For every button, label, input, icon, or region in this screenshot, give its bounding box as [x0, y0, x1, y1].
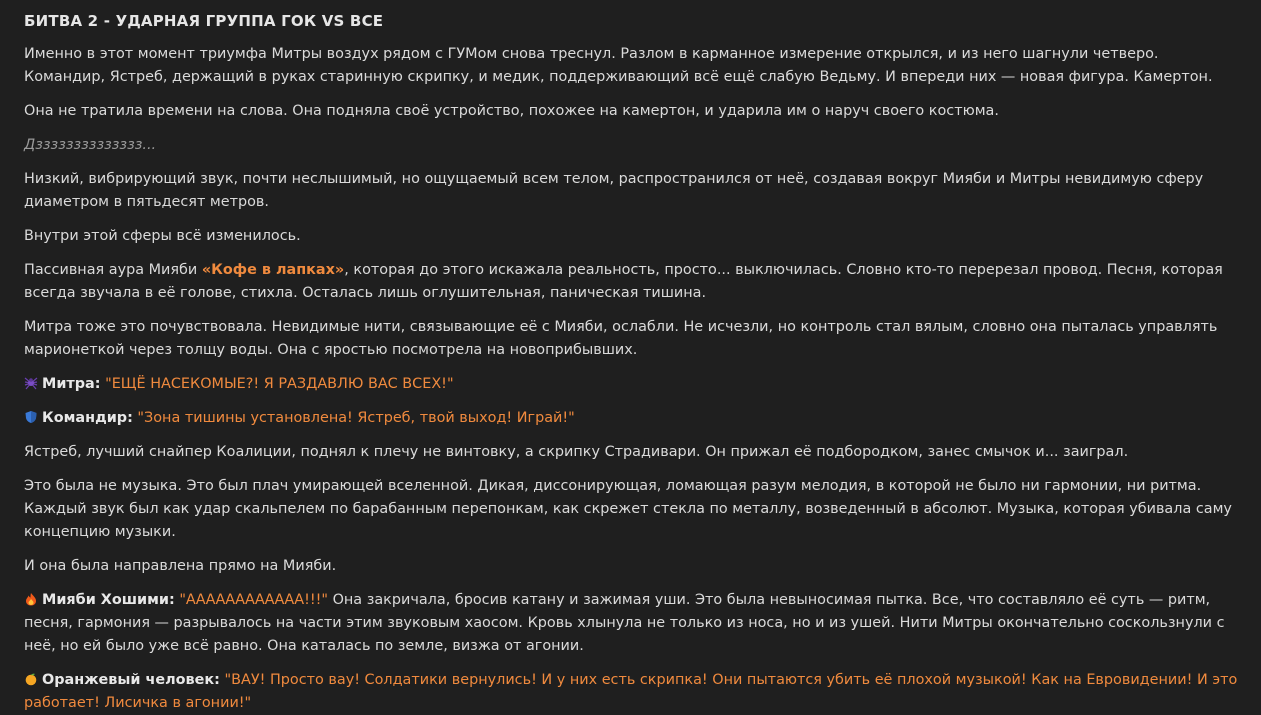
speaker-name: Мияби Хошими: [42, 592, 175, 608]
paragraph-mitra-feels: Митра тоже это почувствовала. Невидимые нити, связывающие её с Мияби, ослабли. Не исчезли, но контроль стал вялым, словно она пыталась управлять марионеткой через толщу воды. Она с яростью посмотрела на новоприбывших. [24, 319, 1218, 358]
fire-icon [24, 592, 38, 606]
speaker-name: Митра: [42, 376, 101, 392]
chapter-title: БИТВА 2 - УДАРНАЯ ГРУППА ГОК VS ВСЕ [24, 12, 384, 30]
aura-text-after: , которая до этого искажала реальность, просто... выключилась. Словно кто-то перерезал провод. Песня, которая всегда звучала в её голове, стихла. Осталась лишь оглушительная, паническая тишина. [24, 262, 1223, 301]
aura-text-before: Пассивная аура Мияби [24, 262, 202, 278]
speaker-name: Оранжевый человек: [42, 672, 220, 688]
shield-icon [24, 410, 38, 424]
dialogue-miyabi [24, 589, 1239, 658]
dialogue-quote: "Зона тишины установлена! Ястреб, твой выход! Играй!" [137, 410, 575, 426]
speaker-name: Командир: [42, 410, 133, 426]
sound-effect: Дзззззззззззззз... [24, 137, 157, 153]
dialogue-quote: "АААААААААААА!!!" [179, 592, 328, 608]
dialogue-quote: "ЕЩЁ НАСЕКОМЫЕ?! Я РАЗДАВЛЮ ВАС ВСЕХ!" [105, 376, 454, 392]
paragraph-music: Это была не музыка. Это был плач умирающей вселенной. Дикая, диссонирующая, ломающая разум мелодия, в которой не было ни гармонии, ни ритма. Каждый звук был как удар скальпелем по барабанным перепонкам, как скрежет стекла по металлу, возведенный в абсолют. Музыка, которая убивала саму концепцию музыки. [24, 478, 1232, 540]
dialogue-orange-man [24, 669, 1239, 715]
paragraph-aura [24, 259, 1239, 305]
paragraph-target: И она была направлена прямо на Мияби. [24, 558, 337, 574]
dialogue-commander [24, 407, 1239, 430]
paragraph-change: Внутри этой сферы всё изменилось. [24, 228, 301, 244]
paragraph-violin: Ястреб, лучший снайпер Коалиции, поднял к плечу не винтовку, а скрипку Страдивари. Он прижал её подбородком, занес смычок и... заиграл. [24, 444, 1129, 460]
orange-icon [24, 672, 38, 686]
spider-icon [24, 376, 38, 390]
paragraph-tuning-fork: Она не тратила времени на слова. Она подняла своё устройство, похожее на камертон, и ударила им о наруч своего костюма. [24, 103, 999, 119]
aura-name: «Кофе в лапках» [201, 262, 345, 278]
paragraph-portal: Именно в этот момент триумфа Митры воздух рядом с ГУМом снова треснул. Разлом в карманное измерение открылся, и из него шагнули четверо. Командир, Ястреб, держащий в руках старинную скрипку, и медик, поддерживающий всё ещё слабую Ведьму. И впереди них — новая фигура. Камертон. [24, 46, 1213, 85]
paragraph-sphere: Низкий, вибрирующий звук, почти неслышимый, но ощущаемый всем телом, распространился от неё, создавая вокруг Мияби и Митры невидимую сферу диаметром в пятьдесят метров. [24, 171, 1204, 210]
dialogue-narration: Она закричала, бросив катану и зажимая уши. Это была невыносимая пытка. Все, что составляло её суть — ритм, песня, гармония — разрывалось на части этим звуковым хаосом. Кровь хлынула не только из носа, но и из ушей. Нити Митры окончательно соскользнули с неё, но ей было уже всё равно. Она каталась по земле, визжа от агонии. [24, 592, 1225, 654]
dialogue-mitra [24, 373, 1239, 396]
dialogue-quote: "ВАУ! Просто вау! Солдатики вернулись! И у них есть скрипка! Они пытаются убить её плохой музыкой! Как на Евровидении! И это работает! Лисичка в агонии!" [24, 672, 1238, 711]
